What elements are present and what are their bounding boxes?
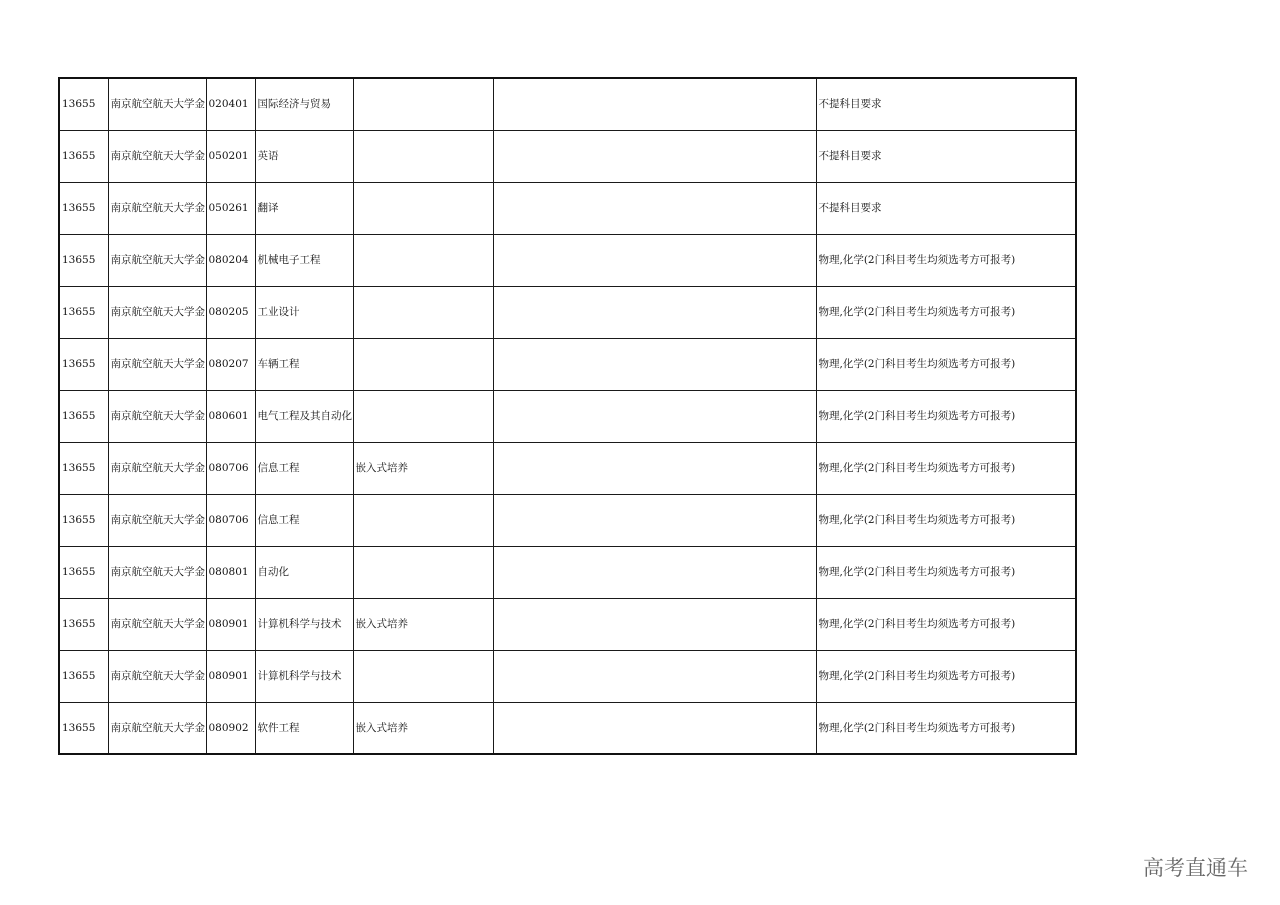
subject-requirement-cell: 物理,化学(2门科目考生均须选考方可报考)	[816, 390, 1076, 442]
major-note-cell	[353, 78, 493, 130]
blank-cell	[493, 78, 816, 130]
major-code-cell: 080801	[206, 546, 255, 598]
institution-name-cell: 南京航空航天大学金	[108, 338, 206, 390]
blank-cell	[493, 702, 816, 754]
table-body	[59, 78, 1076, 754]
table-row	[59, 182, 1076, 234]
table-row	[59, 286, 1076, 338]
admissions-table	[58, 77, 1077, 755]
major-name-cell: 信息工程	[255, 494, 353, 546]
institution-name-cell: 南京航空航天大学金	[108, 650, 206, 702]
major-note-cell	[353, 494, 493, 546]
blank-cell	[493, 286, 816, 338]
table-row	[59, 234, 1076, 286]
subject-requirement-cell: 物理,化学(2门科目考生均须选考方可报考)	[816, 650, 1076, 702]
table-row	[59, 442, 1076, 494]
subject-requirement-cell: 物理,化学(2门科目考生均须选考方可报考)	[816, 702, 1076, 754]
institution-name-cell: 南京航空航天大学金	[108, 546, 206, 598]
table-row	[59, 130, 1076, 182]
major-code-cell: 080601	[206, 390, 255, 442]
subject-requirement-cell: 物理,化学(2门科目考生均须选考方可报考)	[816, 494, 1076, 546]
blank-cell	[493, 442, 816, 494]
table-row	[59, 650, 1076, 702]
major-note-cell: 嵌入式培养	[353, 702, 493, 754]
major-note-cell	[353, 130, 493, 182]
institution-code-cell: 13655	[59, 78, 108, 130]
major-name-cell: 计算机科学与技术	[255, 598, 353, 650]
major-name-cell: 电气工程及其自动化	[255, 390, 353, 442]
major-note-cell	[353, 234, 493, 286]
institution-name-cell: 南京航空航天大学金	[108, 286, 206, 338]
institution-code-cell: 13655	[59, 390, 108, 442]
major-note-cell	[353, 286, 493, 338]
major-note-cell	[353, 546, 493, 598]
major-code-cell: 080902	[206, 702, 255, 754]
institution-name-cell: 南京航空航天大学金	[108, 234, 206, 286]
institution-name-cell: 南京航空航天大学金	[108, 442, 206, 494]
major-code-cell: 080205	[206, 286, 255, 338]
major-note-cell	[353, 390, 493, 442]
table-row	[59, 390, 1076, 442]
table-row	[59, 598, 1076, 650]
blank-cell	[493, 234, 816, 286]
institution-code-cell: 13655	[59, 494, 108, 546]
institution-code-cell: 13655	[59, 182, 108, 234]
table-row	[59, 494, 1076, 546]
major-name-cell: 国际经济与贸易	[255, 78, 353, 130]
major-code-cell: 050261	[206, 182, 255, 234]
institution-code-cell: 13655	[59, 130, 108, 182]
blank-cell	[493, 182, 816, 234]
institution-name-cell: 南京航空航天大学金	[108, 494, 206, 546]
institution-name-cell: 南京航空航天大学金	[108, 702, 206, 754]
institution-code-cell: 13655	[59, 442, 108, 494]
institution-code-cell: 13655	[59, 546, 108, 598]
major-name-cell: 车辆工程	[255, 338, 353, 390]
institution-name-cell: 南京航空航天大学金	[108, 182, 206, 234]
major-name-cell: 英语	[255, 130, 353, 182]
subject-requirement-cell: 不提科目要求	[816, 130, 1076, 182]
institution-name-cell: 南京航空航天大学金	[108, 78, 206, 130]
institution-name-cell: 南京航空航天大学金	[108, 130, 206, 182]
institution-name-cell: 南京航空航天大学金	[108, 390, 206, 442]
blank-cell	[493, 650, 816, 702]
institution-name-cell: 南京航空航天大学金	[108, 598, 206, 650]
subject-requirement-cell: 物理,化学(2门科目考生均须选考方可报考)	[816, 442, 1076, 494]
major-note-cell	[353, 182, 493, 234]
major-name-cell: 机械电子工程	[255, 234, 353, 286]
blank-cell	[493, 390, 816, 442]
major-code-cell: 080204	[206, 234, 255, 286]
institution-code-cell: 13655	[59, 650, 108, 702]
major-code-cell: 080706	[206, 494, 255, 546]
blank-cell	[493, 546, 816, 598]
major-note-cell	[353, 650, 493, 702]
major-name-cell: 软件工程	[255, 702, 353, 754]
major-note-cell: 嵌入式培养	[353, 442, 493, 494]
subject-requirement-cell: 物理,化学(2门科目考生均须选考方可报考)	[816, 598, 1076, 650]
blank-cell	[493, 338, 816, 390]
watermark-text: 高考直通车	[1143, 856, 1248, 880]
major-code-cell: 050201	[206, 130, 255, 182]
subject-requirement-cell: 物理,化学(2门科目考生均须选考方可报考)	[816, 234, 1076, 286]
major-code-cell: 080207	[206, 338, 255, 390]
blank-cell	[493, 130, 816, 182]
major-code-cell: 080901	[206, 598, 255, 650]
institution-code-cell: 13655	[59, 286, 108, 338]
blank-cell	[493, 494, 816, 546]
table-row	[59, 702, 1076, 754]
major-name-cell: 信息工程	[255, 442, 353, 494]
table-row	[59, 546, 1076, 598]
table-row	[59, 338, 1076, 390]
institution-code-cell: 13655	[59, 702, 108, 754]
major-name-cell: 计算机科学与技术	[255, 650, 353, 702]
subject-requirement-cell: 物理,化学(2门科目考生均须选考方可报考)	[816, 546, 1076, 598]
major-code-cell: 020401	[206, 78, 255, 130]
major-note-cell	[353, 338, 493, 390]
subject-requirement-cell: 物理,化学(2门科目考生均须选考方可报考)	[816, 286, 1076, 338]
major-name-cell: 工业设计	[255, 286, 353, 338]
subject-requirement-cell: 物理,化学(2门科目考生均须选考方可报考)	[816, 338, 1076, 390]
subject-requirement-cell: 不提科目要求	[816, 78, 1076, 130]
major-name-cell: 自动化	[255, 546, 353, 598]
major-note-cell: 嵌入式培养	[353, 598, 493, 650]
institution-code-cell: 13655	[59, 338, 108, 390]
institution-code-cell: 13655	[59, 234, 108, 286]
institution-code-cell: 13655	[59, 598, 108, 650]
major-code-cell: 080901	[206, 650, 255, 702]
major-code-cell: 080706	[206, 442, 255, 494]
major-name-cell: 翻译	[255, 182, 353, 234]
subject-requirement-cell: 不提科目要求	[816, 182, 1076, 234]
table-row	[59, 78, 1076, 130]
blank-cell	[493, 598, 816, 650]
